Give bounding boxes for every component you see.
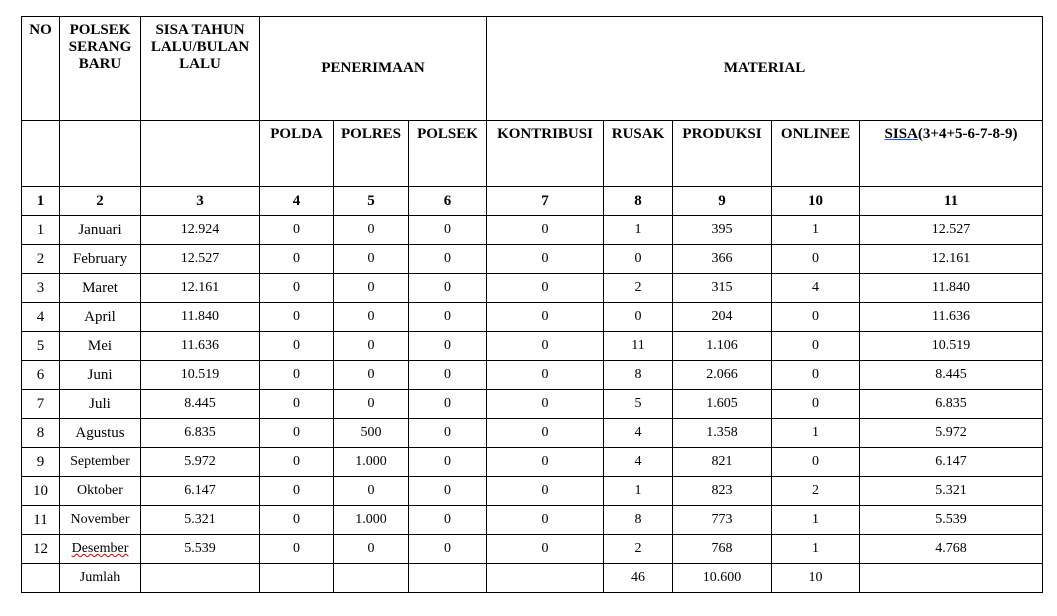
- cell-polda: 0: [260, 303, 334, 332]
- col-number: 7: [487, 187, 604, 216]
- cell-month: Januari: [60, 216, 141, 245]
- cell-polres: 0: [334, 303, 409, 332]
- col-number: 11: [860, 187, 1043, 216]
- cell-polda: 0: [260, 477, 334, 506]
- cell-month: February: [60, 245, 141, 274]
- table-row: [22, 245, 1043, 274]
- cell-polres: 0: [334, 361, 409, 390]
- cell-polda: 0: [260, 448, 334, 477]
- cell-sisa-akhir: 12.161: [860, 245, 1043, 274]
- cell-rusak: 5: [604, 390, 673, 419]
- cell-no: 2: [22, 245, 60, 274]
- cell-online: 1: [772, 216, 860, 245]
- cell-no: 3: [22, 274, 60, 303]
- cell-polda: 0: [260, 332, 334, 361]
- table-row: [22, 332, 1043, 361]
- cell-kontribusi: 0: [487, 245, 604, 274]
- cell-polsek: 0: [409, 361, 487, 390]
- cell-polda: 0: [260, 535, 334, 564]
- cell-sisa-akhir: 11.840: [860, 274, 1043, 303]
- header-polsek: POLSEK: [409, 121, 487, 187]
- cell-polres: 0: [334, 535, 409, 564]
- cell-polsek: 0: [409, 245, 487, 274]
- cell-sisa-akhir: 5.972: [860, 419, 1043, 448]
- header-produksi: PRODUKSI: [673, 121, 772, 187]
- table-row: [22, 535, 1043, 564]
- cell-month: Maret: [60, 274, 141, 303]
- header-sisa-tahun-lalu: SISA TAHUN LALU/BULAN LALU: [141, 17, 260, 121]
- cell-online: 2: [772, 477, 860, 506]
- cell-sisa-akhir: 5.321: [860, 477, 1043, 506]
- cell-rusak: 8: [604, 361, 673, 390]
- cell-sisa: 5.321: [141, 506, 260, 535]
- cell-kontribusi: 0: [487, 274, 604, 303]
- cell-polres: 0: [334, 332, 409, 361]
- cell-produksi: 768: [673, 535, 772, 564]
- cell-month: November: [60, 506, 141, 535]
- cell-polda: 0: [260, 361, 334, 390]
- cell-polsek: 0: [409, 448, 487, 477]
- cell-polsek: 0: [409, 303, 487, 332]
- cell-rusak: 4: [604, 419, 673, 448]
- cell-produksi: 204: [673, 303, 772, 332]
- cell-total-blank: [860, 564, 1043, 593]
- cell-polres: 0: [334, 245, 409, 274]
- cell-kontribusi: 0: [487, 419, 604, 448]
- table-row: [22, 303, 1043, 332]
- cell-online: 1: [772, 419, 860, 448]
- col-number: 9: [673, 187, 772, 216]
- cell-sisa: 11.840: [141, 303, 260, 332]
- header-blank-no: [22, 121, 60, 187]
- cell-rusak: 2: [604, 535, 673, 564]
- cell-produksi: 823: [673, 477, 772, 506]
- cell-rusak: 11: [604, 332, 673, 361]
- cell-kontribusi: 0: [487, 448, 604, 477]
- cell-produksi: 1.605: [673, 390, 772, 419]
- cell-sisa-akhir: 8.445: [860, 361, 1043, 390]
- table-row: [22, 477, 1043, 506]
- cell-polsek: 0: [409, 390, 487, 419]
- cell-sisa: 12.161: [141, 274, 260, 303]
- cell-month-text: Desember: [71, 541, 129, 556]
- table-row: [22, 419, 1043, 448]
- header-sisa-word: SISA: [884, 126, 918, 142]
- cell-online: 0: [772, 390, 860, 419]
- cell-month: Agustus: [60, 419, 141, 448]
- total-online: 10: [772, 564, 860, 593]
- cell-kontribusi: 0: [487, 506, 604, 535]
- table-row: [22, 506, 1043, 535]
- cell-produksi: 315: [673, 274, 772, 303]
- cell-month: April: [60, 303, 141, 332]
- cell-produksi: 395: [673, 216, 772, 245]
- cell-month: Mei: [60, 332, 141, 361]
- header-sisa-formula: [860, 121, 1043, 187]
- col-number: 10: [772, 187, 860, 216]
- cell-sisa-akhir: 6.147: [860, 448, 1043, 477]
- cell-online: 0: [772, 245, 860, 274]
- cell-polsek: 0: [409, 477, 487, 506]
- cell-kontribusi: 0: [487, 535, 604, 564]
- col-number: 2: [60, 187, 141, 216]
- cell-sisa: 11.636: [141, 332, 260, 361]
- cell-no: 6: [22, 361, 60, 390]
- cell-sisa: 12.924: [141, 216, 260, 245]
- cell-month: Juni: [60, 361, 141, 390]
- cell-online: 0: [772, 448, 860, 477]
- cell-kontribusi: 0: [487, 216, 604, 245]
- cell-polda: 0: [260, 390, 334, 419]
- cell-no: 7: [22, 390, 60, 419]
- cell-polres: 1.000: [334, 506, 409, 535]
- col-number: 6: [409, 187, 487, 216]
- header-polres: POLRES: [334, 121, 409, 187]
- cell-kontribusi: 0: [487, 303, 604, 332]
- header-blank-sisa: [141, 121, 260, 187]
- cell-no: 1: [22, 216, 60, 245]
- cell-sisa-akhir: 4.768: [860, 535, 1043, 564]
- cell-polres: 0: [334, 390, 409, 419]
- cell-produksi: 1.106: [673, 332, 772, 361]
- cell-polda: 0: [260, 216, 334, 245]
- cell-polres: 0: [334, 477, 409, 506]
- cell-total-blank: [409, 564, 487, 593]
- total-row: [22, 564, 1043, 593]
- header-no: NO: [22, 17, 60, 121]
- cell-sisa: 12.527: [141, 245, 260, 274]
- cell-produksi: 821: [673, 448, 772, 477]
- cell-sisa: 10.519: [141, 361, 260, 390]
- cell-kontribusi: 0: [487, 390, 604, 419]
- table-row: [22, 448, 1043, 477]
- cell-total-blank: [22, 564, 60, 593]
- cell-polres: 500: [334, 419, 409, 448]
- cell-polda: 0: [260, 419, 334, 448]
- total-produksi: 10.600: [673, 564, 772, 593]
- total-rusak: 46: [604, 564, 673, 593]
- col-number: 3: [141, 187, 260, 216]
- cell-kontribusi: 0: [487, 332, 604, 361]
- cell-no: 10: [22, 477, 60, 506]
- cell-sisa-akhir: 5.539: [860, 506, 1043, 535]
- cell-total-blank: [487, 564, 604, 593]
- cell-polda: 0: [260, 245, 334, 274]
- header-kontribusi: KONTRIBUSI: [487, 121, 604, 187]
- col-number: 8: [604, 187, 673, 216]
- cell-rusak: 0: [604, 303, 673, 332]
- cell-total-blank: [260, 564, 334, 593]
- cell-online: 0: [772, 332, 860, 361]
- cell-sisa: 6.835: [141, 419, 260, 448]
- material-report-table: [21, 16, 1043, 593]
- cell-rusak: 4: [604, 448, 673, 477]
- cell-online: 4: [772, 274, 860, 303]
- cell-online: 1: [772, 506, 860, 535]
- cell-online: 1: [772, 535, 860, 564]
- header-rusak: RUSAK: [604, 121, 673, 187]
- cell-kontribusi: 0: [487, 477, 604, 506]
- cell-month: Oktober: [60, 477, 141, 506]
- cell-rusak: 0: [604, 245, 673, 274]
- cell-rusak: 2: [604, 274, 673, 303]
- cell-rusak: 1: [604, 216, 673, 245]
- table-row: [22, 390, 1043, 419]
- cell-total-blank: [141, 564, 260, 593]
- header-penerimaan: PENERIMAAN: [260, 17, 487, 121]
- cell-produksi: 2.066: [673, 361, 772, 390]
- cell-sisa: 5.972: [141, 448, 260, 477]
- cell-sisa-akhir: 12.527: [860, 216, 1043, 245]
- cell-kontribusi: 0: [487, 361, 604, 390]
- cell-polres: 0: [334, 274, 409, 303]
- header-sisa-expr: (3+4+5-6-7-8-9): [917, 126, 1018, 142]
- cell-online: 0: [772, 361, 860, 390]
- cell-total-blank: [334, 564, 409, 593]
- cell-month: [60, 535, 141, 564]
- table-row: [22, 361, 1043, 390]
- cell-no: 12: [22, 535, 60, 564]
- cell-sisa-akhir: 11.636: [860, 303, 1043, 332]
- cell-online: 0: [772, 303, 860, 332]
- cell-rusak: 1: [604, 477, 673, 506]
- table-row: [22, 274, 1043, 303]
- cell-no: 8: [22, 419, 60, 448]
- cell-polres: 1.000: [334, 448, 409, 477]
- cell-sisa: 5.539: [141, 535, 260, 564]
- cell-polsek: 0: [409, 216, 487, 245]
- cell-no: 4: [22, 303, 60, 332]
- cell-rusak: 8: [604, 506, 673, 535]
- cell-month: September: [60, 448, 141, 477]
- cell-produksi: 366: [673, 245, 772, 274]
- cell-no: 5: [22, 332, 60, 361]
- cell-polda: 0: [260, 274, 334, 303]
- header-onlinee: ONLINEE: [772, 121, 860, 187]
- cell-polda: 0: [260, 506, 334, 535]
- col-number: 1: [22, 187, 60, 216]
- cell-produksi: 1.358: [673, 419, 772, 448]
- cell-polsek: 0: [409, 274, 487, 303]
- cell-produksi: 773: [673, 506, 772, 535]
- cell-polsek: 0: [409, 419, 487, 448]
- cell-sisa: 8.445: [141, 390, 260, 419]
- col-number: 5: [334, 187, 409, 216]
- cell-polsek: 0: [409, 332, 487, 361]
- cell-no: 9: [22, 448, 60, 477]
- total-label: Jumlah: [60, 564, 141, 593]
- cell-sisa: 6.147: [141, 477, 260, 506]
- header-material: MATERIAL: [487, 17, 1043, 121]
- header-blank-polsek: [60, 121, 141, 187]
- cell-polsek: 0: [409, 506, 487, 535]
- header-polsek-serang-baru: POLSEK SERANG BARU: [60, 17, 141, 121]
- table-row: [22, 216, 1043, 245]
- cell-sisa-akhir: 6.835: [860, 390, 1043, 419]
- cell-polres: 0: [334, 216, 409, 245]
- header-polda: POLDA: [260, 121, 334, 187]
- cell-no: 11: [22, 506, 60, 535]
- cell-sisa-akhir: 10.519: [860, 332, 1043, 361]
- cell-polsek: 0: [409, 535, 487, 564]
- cell-month: Juli: [60, 390, 141, 419]
- col-number: 4: [260, 187, 334, 216]
